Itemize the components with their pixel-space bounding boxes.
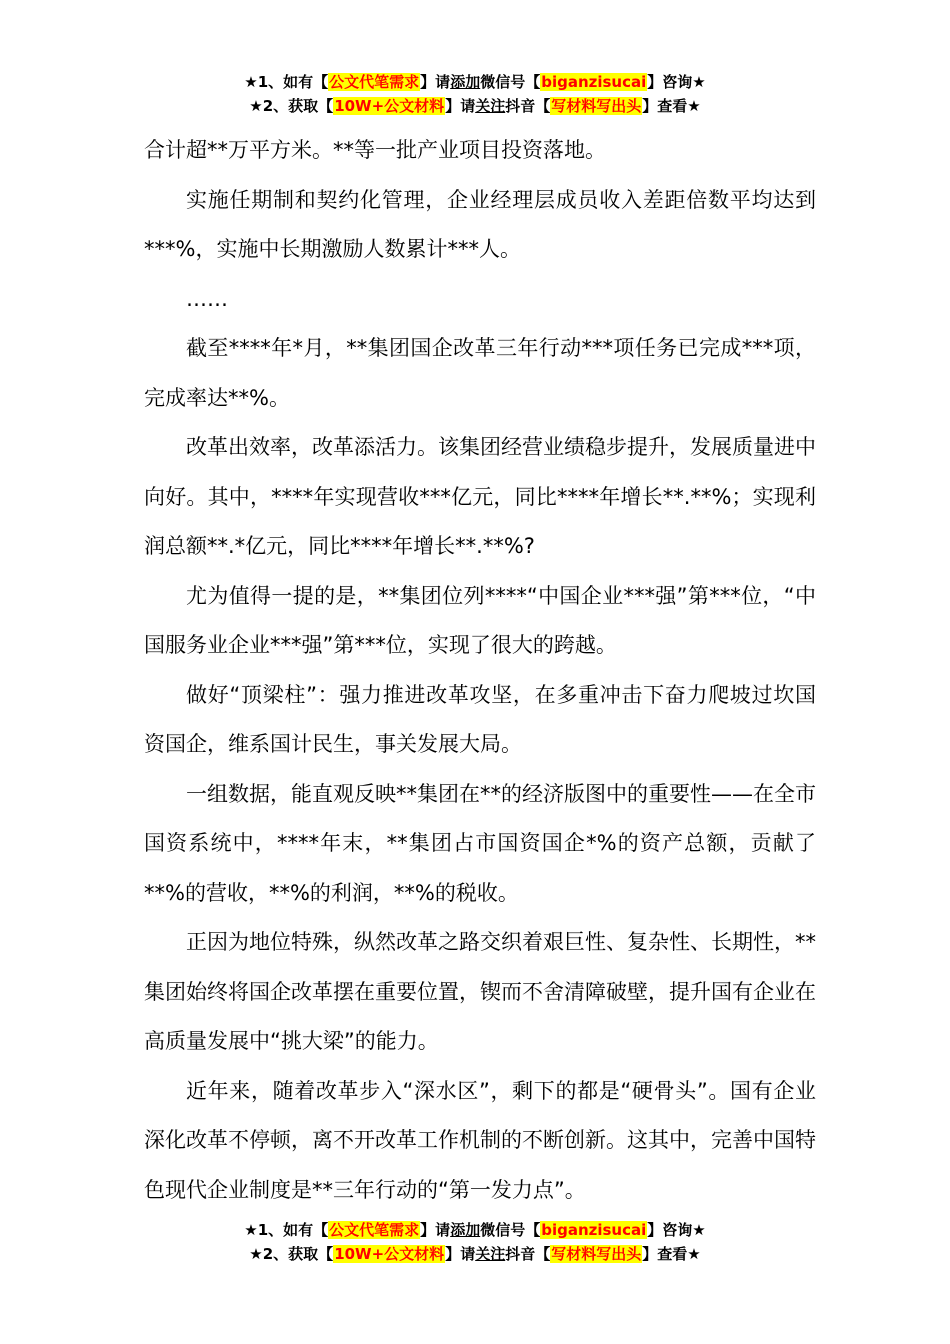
paragraph: 正因为地位特殊，纵然改革之路交织着艰巨性、复杂性、长期性，**集团始终将国企改革摆在重要位置，锲而不舍清障破壁，提升国有企业在高质量发展中“挑大梁”的能力。: [144, 930, 816, 1053]
paragraph: 近年来，随着改革步入“深水区”，剩下的都是“硬骨头”。国有企业深化改革不停顿，离不开改革工作机制的不断创新。这其中，完善中国特色现代企业制度是**三年行动的“第一发力点”。: [144, 1078, 816, 1202]
highlight-service: 公文代笔需求: [329, 73, 420, 91]
paragraph: 做好“顶梁柱”：强力推进改革攻坚，在多重冲击下奋力爬坡过坎国资国企，维系国计民生，事关发展大局。: [144, 682, 816, 756]
paragraph: 合计超**万平方米。**等一批产业项目投资落地。: [144, 138, 606, 162]
highlight-materials: 10W+公文材料: [334, 1245, 445, 1263]
footer-banner: [0, 1218, 950, 1266]
highlight-materials: 10W+公文材料: [334, 97, 445, 115]
document-body: [144, 126, 816, 1215]
highlight-douyin: 写材料写出头: [551, 97, 642, 115]
highlight-wechat-id: biganzisucai: [541, 1221, 647, 1239]
banner-line-2: ★2、获取【10W+公文材料】请关注抖音【写材料写出头】查看★: [249, 97, 701, 115]
highlight-wechat-id: biganzisucai: [541, 73, 647, 91]
banner-line-2: ★2、获取【10W+公文材料】请关注抖音【写材料写出头】查看★: [249, 1245, 701, 1263]
paragraph: 尤为值得一提的是，**集团位列****“中国企业***强”第***位，“中国服务业企业***强”第***位，实现了很大的跨越。: [144, 583, 816, 657]
paragraph: ……: [186, 286, 228, 311]
banner-line-1: ★1、如有【公文代笔需求】请添加微信号【biganzisucai】咨询★: [244, 73, 706, 91]
paragraph: 一组数据，能直观反映**集团在**的经济版图中的重要性——在全市国资系统中，****年末，**集团占市国资国企*%的资产总额，贡献了**%的营收，**%的利润，**%的税收。: [144, 781, 816, 905]
paragraph: 改革出效率，改革添活力。该集团经营业绩稳步提升，发展质量进中向好。其中，****年实现营收***亿元，同比****年增长**.**%；实现利润总额**.*亿元，同比****年增长**.**%?: [144, 435, 816, 558]
banner-line-1: ★1、如有【公文代笔需求】请添加微信号【biganzisucai】咨询★: [244, 1221, 706, 1239]
paragraph: 实施任期制和契约化管理，企业经理层成员收入差距倍数平均达到***%，实施中长期激励人数累计***人。: [144, 187, 816, 261]
highlight-service: 公文代笔需求: [329, 1221, 420, 1239]
header-banner: [0, 70, 950, 118]
highlight-douyin: 写材料写出头: [551, 1245, 642, 1263]
paragraph: 截至****年*月，**集团国企改革三年行动***项任务已完成***项，完成率达**%。: [144, 336, 816, 410]
